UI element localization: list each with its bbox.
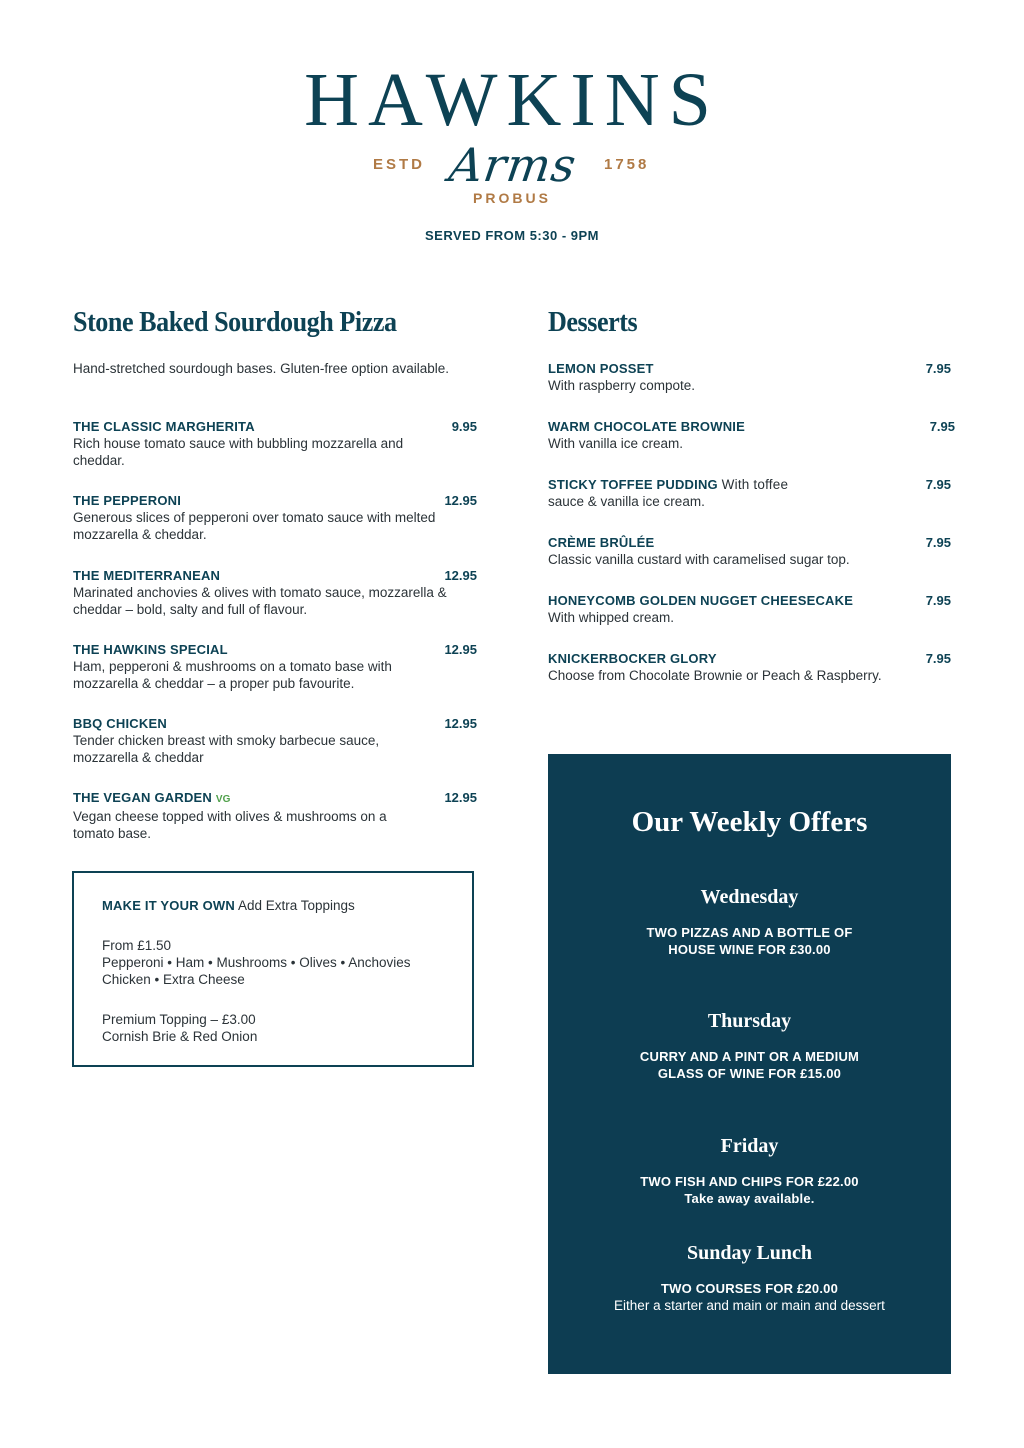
dessert-item-price: 7.95: [925, 651, 951, 666]
dessert-item-desc: With raspberry compote.: [548, 378, 696, 393]
menu-item-name: BBQ CHICKEN: [73, 716, 167, 731]
menu-item: [73, 715, 477, 766]
menu-item-name: [73, 789, 477, 808]
dessert-item: [548, 592, 951, 626]
extras-heading-title: MAKE IT YOUR OWN: [102, 898, 235, 913]
estd-year: 1758: [604, 156, 650, 173]
offer-subtext: Either a starter and main or main and dessert: [614, 1298, 885, 1313]
offer-text-line-1: TWO PIZZAS AND A BOTTLE OF: [646, 925, 853, 940]
extras-from-price: From £1.50: [102, 938, 172, 953]
offer-day: Sunday Lunch: [686, 1242, 813, 1264]
dessert-item: [548, 418, 955, 452]
menu-item-price: 12.95: [444, 716, 477, 731]
menu-item-name: THE HAWKINS SPECIAL: [73, 642, 228, 657]
pizza-section-title: Stone Baked Sourdough Pizza: [73, 306, 397, 338]
offer-text-line-2: GLASS OF WINE FOR £15.00: [657, 1066, 842, 1081]
dessert-item-price: 7.95: [925, 361, 951, 376]
offer-day: Thursday: [707, 1010, 792, 1032]
dessert-item-name: LEMON POSSET: [548, 361, 654, 376]
menu-item: [73, 418, 477, 469]
dessert-item-price: 7.95: [925, 477, 951, 492]
dessert-item: [548, 360, 951, 394]
extras-premium-items: Cornish Brie & Red Onion: [102, 1029, 258, 1044]
offers-title: Our Weekly Offers: [631, 806, 868, 838]
extras-heading: [102, 897, 355, 914]
dessert-item-name: WARM CHOCOLATE BROWNIE: [548, 419, 745, 434]
menu-item-price: 12.95: [444, 642, 477, 657]
dessert-item-name-text: STICKY TOFFEE PUDDING: [548, 477, 718, 492]
menu-item-price: 12.95: [444, 568, 477, 583]
dessert-item-name: HONEYCOMB GOLDEN NUGGET CHEESECAKE: [548, 593, 854, 608]
dessert-item-desc: Classic vanilla custard with caramelised sugar top.: [548, 552, 850, 567]
menu-item-desc: Generous slices of pepperoni over tomato sauce with melted mozzarella & cheddar.: [73, 510, 436, 542]
dessert-item-price: 7.95: [925, 593, 951, 608]
menu-item-desc: Rich house tomato sauce with bubbling mozzarella and cheddar.: [73, 436, 404, 468]
menu-item-desc: Vegan cheese topped with olives & mushrooms on a tomato base.: [73, 809, 387, 841]
menu-item: [73, 641, 477, 692]
menu-item-name: THE MEDITERRANEAN: [73, 568, 221, 583]
extras-toppings-line-1: Pepperoni • Ham • Mushrooms • Olives • Anchovies: [102, 955, 411, 970]
menu-item-desc: Ham, pepperoni & mushrooms on a tomato base with mozzarella & cheddar – a proper pub favourite.: [73, 659, 392, 691]
offer-text-line-1: CURRY AND A PINT OR A MEDIUM: [639, 1049, 860, 1064]
vegan-badge: VG: [215, 794, 231, 805]
desserts-section-title: Desserts: [548, 306, 638, 338]
offer-text-line-2: Take away available.: [684, 1191, 815, 1206]
offer-day: Friday: [720, 1135, 779, 1157]
brand-name: HAWKINS: [304, 58, 720, 142]
dessert-item-desc: With whipped cream.: [548, 610, 675, 625]
menu-item-desc: Marinated anchovies & olives with tomato sauce, mozzarella & cheddar – bold, salty and full of flavour.: [73, 585, 447, 617]
extras-heading-suffix: Add Extra Toppings: [237, 898, 355, 913]
offer-text-line-1: TWO FISH AND CHIPS FOR £22.00: [640, 1174, 859, 1189]
menu-item: [73, 567, 477, 618]
offer-text-line-2: HOUSE WINE FOR £30.00: [668, 942, 831, 957]
menu-item-price: 12.95: [444, 790, 477, 805]
dessert-item: [548, 476, 951, 510]
menu-item: [73, 789, 477, 842]
dessert-item-desc: Choose from Chocolate Brownie or Peach & Raspberry.: [548, 668, 882, 683]
brand-script: Arms: [445, 138, 581, 192]
offer-day: Wednesday: [700, 886, 799, 908]
served-hours: SERVED FROM 5:30 - 9PM: [424, 228, 600, 243]
brand-subline: [0, 138, 1024, 192]
menu-item-name: THE PEPPERONI: [73, 493, 182, 508]
dessert-item-price: 7.95: [925, 535, 951, 550]
offer-text-line-1: TWO COURSES FOR £20.00: [660, 1281, 839, 1296]
extras-premium-price: Premium Topping – £3.00: [102, 1012, 256, 1027]
menu-item-price: 9.95: [451, 419, 477, 434]
dessert-item-inline-desc: With toffee: [721, 477, 789, 492]
extras-toppings-line-2: Chicken • Extra Cheese: [102, 972, 245, 987]
dessert-item-name: [548, 476, 951, 493]
dessert-item: [548, 534, 951, 568]
extra-toppings-box: [72, 871, 474, 1067]
menu-item-name: THE CLASSIC MARGHERITA: [73, 419, 255, 434]
menu-item-name-text: THE VEGAN GARDEN: [73, 790, 212, 805]
brand-location: PROBUS: [473, 190, 551, 206]
dessert-item-name: CRÈME BRÛLÉE: [548, 535, 655, 550]
menu-item: [73, 492, 477, 543]
dessert-item-desc: With vanilla ice cream.: [548, 436, 684, 451]
menu-item-desc: Tender chicken breast with smoky barbecue sauce, mozzarella & cheddar: [73, 733, 380, 765]
pizza-intro: Hand-stretched sourdough bases. Gluten-free option available.: [73, 361, 449, 376]
dessert-item-price: 7.95: [929, 419, 955, 434]
dessert-item-desc: sauce & vanilla ice cream.: [548, 494, 705, 509]
dessert-item-name: KNICKERBOCKER GLORY: [548, 651, 717, 666]
weekly-offers-panel: [548, 754, 951, 1374]
menu-item-price: 12.95: [444, 493, 477, 508]
estd-label: ESTD: [373, 156, 426, 173]
dessert-item: [548, 650, 951, 684]
